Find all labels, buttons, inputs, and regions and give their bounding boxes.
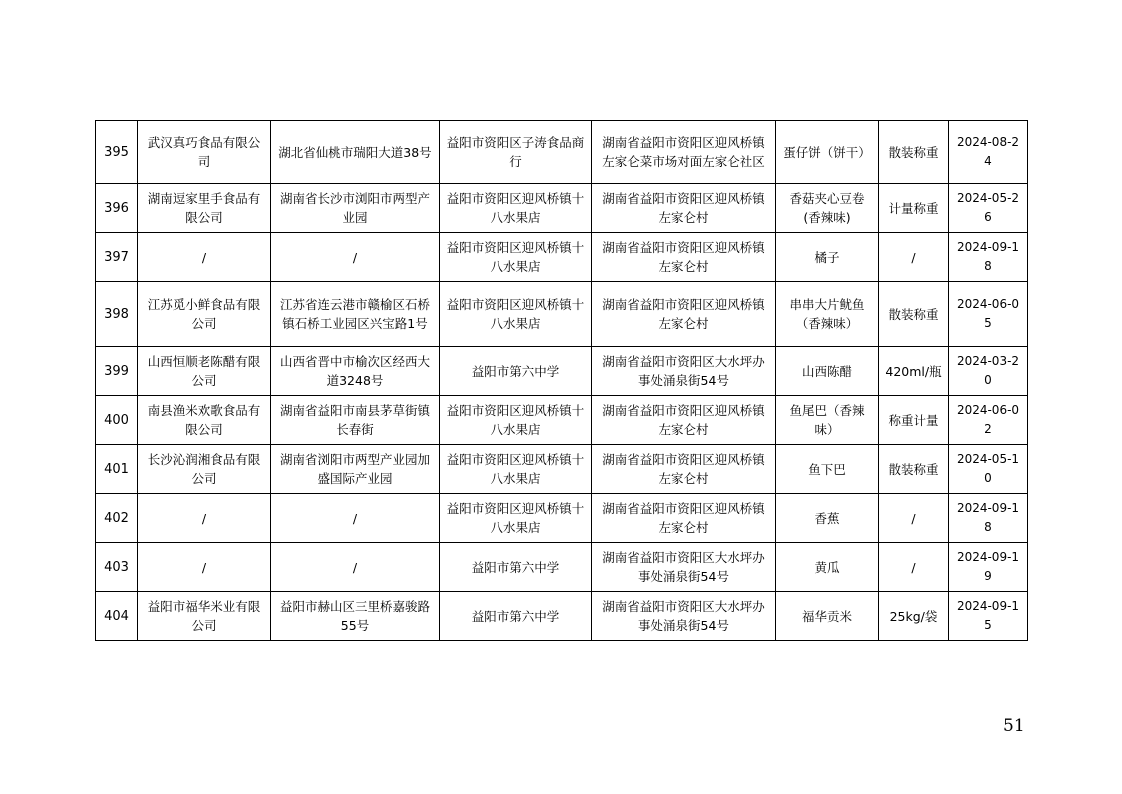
production-date: 2024-06-05 — [949, 282, 1028, 347]
product-name: 香菇夹心豆卷(香辣味) — [776, 184, 879, 233]
producer-address: 山西省晋中市榆次区经西大道3248号 — [271, 347, 440, 396]
producer-name: 山西恒顺老陈醋有限公司 — [138, 347, 271, 396]
seller-address: 湖南省益阳市资阳区迎风桥镇左家仑村 — [592, 184, 776, 233]
producer-address: 湖南省益阳市南县茅草街镇长春街 — [271, 396, 440, 445]
seller-address: 湖南省益阳市资阳区迎风桥镇左家仑村 — [592, 396, 776, 445]
production-date: 2024-03-20 — [949, 347, 1028, 396]
seller-address: 湖南省益阳市资阳区迎风桥镇左家仑村 — [592, 233, 776, 282]
seller-name: 益阳市资阳区子涛食品商行 — [440, 121, 592, 184]
sampling-table — [95, 120, 1028, 641]
producer-address: / — [271, 543, 440, 592]
producer-name: / — [138, 233, 271, 282]
product-spec: 420ml/瓶 — [879, 347, 949, 396]
row-number: 402 — [96, 494, 138, 543]
table-row — [96, 184, 1028, 233]
producer-name: 武汉真巧食品有限公司 — [138, 121, 271, 184]
product-name: 山西陈醋 — [776, 347, 879, 396]
seller-name: 益阳市资阳区迎风桥镇十八水果店 — [440, 282, 592, 347]
product-spec: / — [879, 494, 949, 543]
row-number: 397 — [96, 233, 138, 282]
producer-address: 江苏省连云港市赣榆区石桥镇石桥工业园区兴宝路1号 — [271, 282, 440, 347]
table-row — [96, 282, 1028, 347]
product-spec: 散装称重 — [879, 282, 949, 347]
table-row — [96, 445, 1028, 494]
product-spec: 称重计量 — [879, 396, 949, 445]
production-date: 2024-09-19 — [949, 543, 1028, 592]
producer-name: 益阳市福华米业有限公司 — [138, 592, 271, 641]
producer-address: 湖南省浏阳市两型产业园加盛国际产业园 — [271, 445, 440, 494]
production-date: 2024-09-18 — [949, 233, 1028, 282]
producer-name: / — [138, 494, 271, 543]
product-name: 串串大片鱿鱼（香辣味） — [776, 282, 879, 347]
seller-name: 益阳市资阳区迎风桥镇十八水果店 — [440, 396, 592, 445]
page-number: 51 — [1003, 716, 1025, 736]
seller-address: 湖南省益阳市资阳区迎风桥镇左家仑村 — [592, 282, 776, 347]
table-row — [96, 396, 1028, 445]
producer-name: / — [138, 543, 271, 592]
production-date: 2024-08-24 — [949, 121, 1028, 184]
producer-address: 湖南省长沙市浏阳市两型产业园 — [271, 184, 440, 233]
seller-address: 湖南省益阳市资阳区大水坪办事处涌泉街54号 — [592, 543, 776, 592]
seller-address: 湖南省益阳市资阳区迎风桥镇左家仑村 — [592, 494, 776, 543]
producer-address: / — [271, 233, 440, 282]
row-number: 401 — [96, 445, 138, 494]
table-row — [96, 347, 1028, 396]
product-name: 鱼尾巴（香辣味） — [776, 396, 879, 445]
product-spec: 计量称重 — [879, 184, 949, 233]
product-name: 福华贡米 — [776, 592, 879, 641]
seller-name: 益阳市资阳区迎风桥镇十八水果店 — [440, 233, 592, 282]
product-spec: / — [879, 233, 949, 282]
row-number: 395 — [96, 121, 138, 184]
table-row — [96, 121, 1028, 184]
product-spec: / — [879, 543, 949, 592]
product-spec: 散装称重 — [879, 445, 949, 494]
product-name: 黄瓜 — [776, 543, 879, 592]
seller-name: 益阳市资阳区迎风桥镇十八水果店 — [440, 184, 592, 233]
product-spec: 25kg/袋 — [879, 592, 949, 641]
row-number: 398 — [96, 282, 138, 347]
producer-address: 益阳市赫山区三里桥嘉骏路55号 — [271, 592, 440, 641]
production-date: 2024-09-15 — [949, 592, 1028, 641]
production-date: 2024-06-02 — [949, 396, 1028, 445]
seller-name: 益阳市资阳区迎风桥镇十八水果店 — [440, 445, 592, 494]
production-date: 2024-05-26 — [949, 184, 1028, 233]
production-date: 2024-05-10 — [949, 445, 1028, 494]
seller-name: 益阳市资阳区迎风桥镇十八水果店 — [440, 494, 592, 543]
product-name: 蛋仔饼（饼干） — [776, 121, 879, 184]
producer-name: 南县渔米欢歌食品有限公司 — [138, 396, 271, 445]
row-number: 404 — [96, 592, 138, 641]
table-row — [96, 233, 1028, 282]
seller-address: 湖南省益阳市资阳区大水坪办事处涌泉街54号 — [592, 347, 776, 396]
producer-address: / — [271, 494, 440, 543]
row-number: 399 — [96, 347, 138, 396]
producer-address: 湖北省仙桃市瑞阳大道38号 — [271, 121, 440, 184]
row-number: 403 — [96, 543, 138, 592]
product-spec: 散装称重 — [879, 121, 949, 184]
seller-address: 湖南省益阳市资阳区迎风桥镇左家仑菜市场对面左家仑社区 — [592, 121, 776, 184]
product-name: 橘子 — [776, 233, 879, 282]
seller-name: 益阳市第六中学 — [440, 592, 592, 641]
table-row — [96, 543, 1028, 592]
row-number: 400 — [96, 396, 138, 445]
seller-name: 益阳市第六中学 — [440, 347, 592, 396]
table-row — [96, 494, 1028, 543]
production-date: 2024-09-18 — [949, 494, 1028, 543]
seller-name: 益阳市第六中学 — [440, 543, 592, 592]
seller-address: 湖南省益阳市资阳区迎风桥镇左家仑村 — [592, 445, 776, 494]
producer-name: 湖南逗家里手食品有限公司 — [138, 184, 271, 233]
producer-name: 江苏觅小鲜食品有限公司 — [138, 282, 271, 347]
table-row — [96, 592, 1028, 641]
product-name: 香蕉 — [776, 494, 879, 543]
row-number: 396 — [96, 184, 138, 233]
product-name: 鱼下巴 — [776, 445, 879, 494]
seller-address: 湖南省益阳市资阳区大水坪办事处涌泉街54号 — [592, 592, 776, 641]
producer-name: 长沙沁润湘食品有限公司 — [138, 445, 271, 494]
